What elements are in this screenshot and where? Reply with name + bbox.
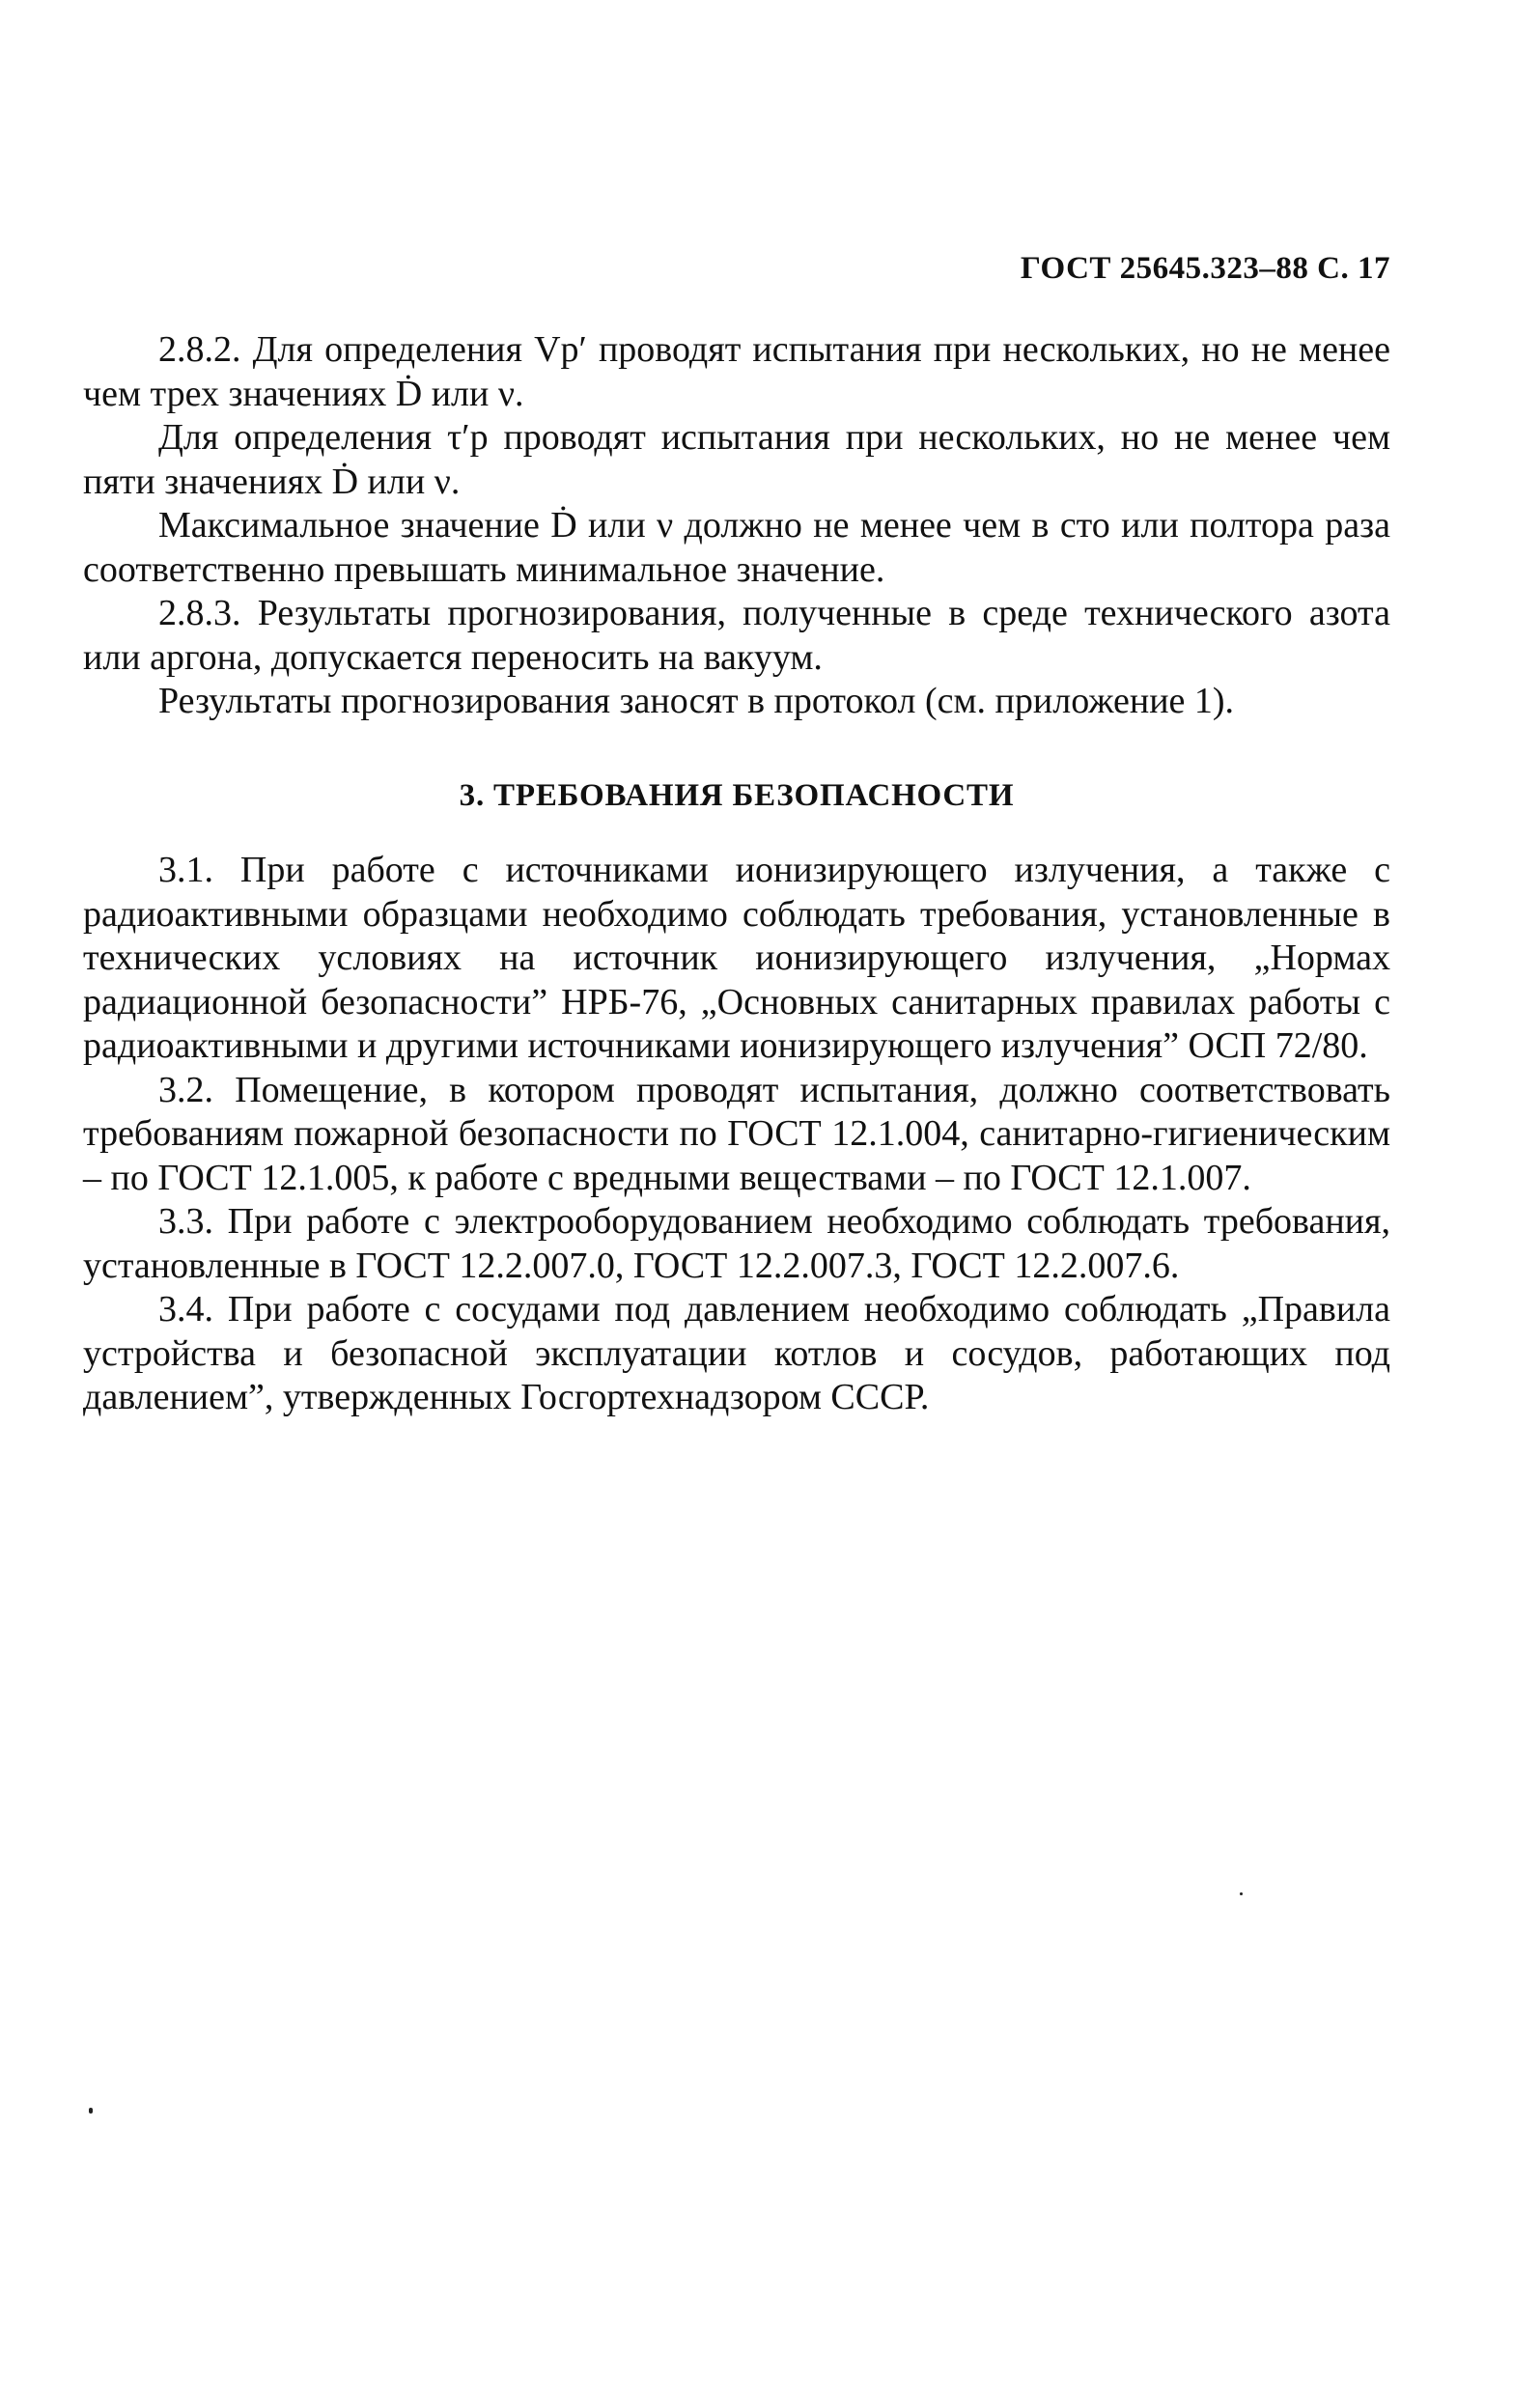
paragraph-tau: Для определения τ′р проводят испытания при нескольких, но не менее чем пяти значениях Ḋ или ν. xyxy=(83,417,1390,502)
paragraph-2-8-3: 2.8.3. Результаты прогнозирования, полученные в среде технического азота или аргона, допускается переносить на вакуум. xyxy=(83,593,1390,678)
paragraph-max-value: Максимальное значение Ḋ или ν должно не менее чем в сто или полтора раза соответственно превышать минимальное значение. xyxy=(83,505,1390,590)
scan-speck xyxy=(1240,1892,1243,1895)
body-text xyxy=(83,328,1390,1420)
paragraph-results-protocol: Результаты прогнозирования заносят в протокол (см. приложение 1). xyxy=(158,681,1235,721)
paragraph-3-2: 3.2. Помещение, в котором проводят испытания, должно соответствовать требованиям пожарной безопасности по ГОСТ 12.1.004, санитарно-гигиеническим – по ГОСТ 12.1.005, к работе с вредными веществами – по ГОСТ 12.1.007. xyxy=(83,1069,1390,1198)
paragraph-3-3: 3.3. При работе с электрооборудованием необходимо соблюдать требования, установленные в ГОСТ 12.2.007.0, ГОСТ 12.2.007.3, ГОСТ 12.2.007.6. xyxy=(83,1201,1390,1286)
running-header: ГОСТ 25645.323–88 С. 17 xyxy=(1020,251,1390,286)
paragraph-3-1: 3.1. При работе с источниками ионизирующего излучения, а также с радиоактивными образцами необходимо соблюдать требования, установленные в технических условиях на источник ионизирующего излучения, „Нормах радиационной безопасности” НРБ-76, „Основных санитарных правилах работы с радиоактивными и другими источниками ионизирующего излучения” ОСП 72/80. xyxy=(83,850,1390,1066)
section-title: 3. ТРЕБОВАНИЯ БЕЗОПАСНОСТИ xyxy=(459,777,1015,813)
paragraph-3-4: 3.4. При работе с сосудами под давлением необходимо соблюдать „Правила устройства и безопасной эксплуатации котлов и сосудов, работающих под давлением”, утвержденных Госгортехнадзором СССР. xyxy=(83,1289,1390,1417)
paragraph-2-8-2: 2.8.2. Для определения Vр′ проводят испытания при нескольких, но не менее чем трех значениях Ḋ или ν. xyxy=(83,329,1390,414)
scan-speck xyxy=(89,2108,93,2114)
